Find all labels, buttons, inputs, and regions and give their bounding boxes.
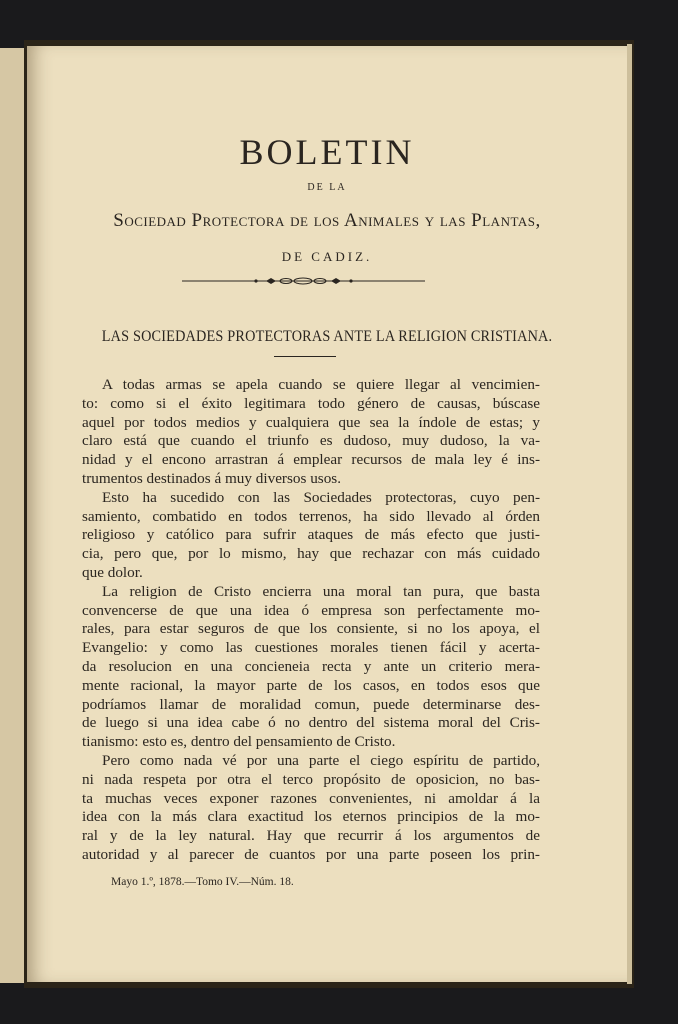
- left-page-edge: [0, 48, 26, 983]
- body-line: to: como si el éxito legitimara todo género de causas, búscase: [82, 394, 540, 412]
- body-line: de luego si una idea cabe ó no dentro del sistema moral del Cris-: [82, 714, 540, 732]
- body-line: nidad y el encono arrastran á emplear recursos de mala ley é ins-: [82, 451, 540, 469]
- body-line: mente racional, la mayor parte de los casos, en todos esos que: [82, 676, 540, 694]
- body-line: religioso y católico para sufrir ataques de más efecto que justi-: [82, 526, 540, 544]
- heading-underline: [274, 356, 336, 357]
- body-line: A todas armas se apela cuando se quiere llegar al vencimien-: [102, 376, 540, 393]
- ornament-divider: [182, 275, 425, 287]
- body-line: que dolor.: [82, 563, 143, 581]
- body-line: tianismo: esto es, dentro del pensamiento de Cristo.: [82, 733, 396, 751]
- page-stack-edge: [627, 44, 632, 984]
- body-line: rales, para estar seguros de que los consiente, si no los apoya, el: [82, 620, 540, 638]
- body-line: autoridad y al parecer de cuantos por una parte poseen los prin-: [82, 845, 540, 863]
- body-line: convencerse de que una idea ó empresa son perfectamente mo-: [82, 601, 540, 619]
- body-line: aquel por todos medios y cualquiera que sea la índole de estas; y: [82, 413, 540, 431]
- city-name: DE CADIZ.: [281, 249, 373, 264]
- body-line: cia, pero que, por lo mismo, hay que rechazar con más cuidado: [82, 545, 540, 563]
- body-line: ta muchas veces exponer razones convenientes, ni amoldar á la: [82, 789, 540, 807]
- body-line: ni nada respeta por otra el terco propósito de oposicion, no bas-: [82, 770, 540, 788]
- body-line: ral y de la ley natural. Hay que recurrir á los argumentos de: [82, 827, 540, 845]
- society-name: Sociedad Protectora de los Animales y las Plantas,: [113, 210, 541, 231]
- title-connector: DE LA: [307, 182, 347, 193]
- body-line: podríamos llamar de moralidad comun, puede determinarse des-: [82, 695, 540, 713]
- body-line: La religion de Cristo encierra una moral tan pura, que basta: [102, 582, 540, 600]
- body-line: Pero como nada vé por una parte el ciego espíritu de partido,: [102, 751, 540, 769]
- body-line: da resolucion en una concieneia recta y ante un criterio mera-: [82, 657, 540, 675]
- body-line: trumentos destinados á muy diversos usos.: [82, 469, 342, 487]
- bulletin-title: BOLETIN: [239, 132, 415, 172]
- body-line: claro está que cuando el triunfo es dudoso, muy dudoso, la va-: [82, 432, 540, 450]
- article-body: [82, 376, 540, 865]
- body-line: Esto ha sucedido con las Sociedades protectoras, cuyo pen-: [102, 488, 540, 506]
- body-line: samiento, combatido en todos terrenos, ha sido llevado al órden: [82, 507, 540, 525]
- book-page: [27, 46, 627, 982]
- body-line: idea con la más clara exactitud los eternos principios de la mo-: [82, 808, 540, 826]
- article-heading: LAS SOCIEDADES PROTECTORAS ANTE LA RELIGION CRISTIANA.: [101, 328, 553, 345]
- body-line: Evangelio: y como las cuestiones morales tienen fácil y acerta-: [82, 639, 540, 657]
- issue-footer: Mayo 1.º, 1878.—Tomo IV.—Núm. 18.: [111, 876, 294, 888]
